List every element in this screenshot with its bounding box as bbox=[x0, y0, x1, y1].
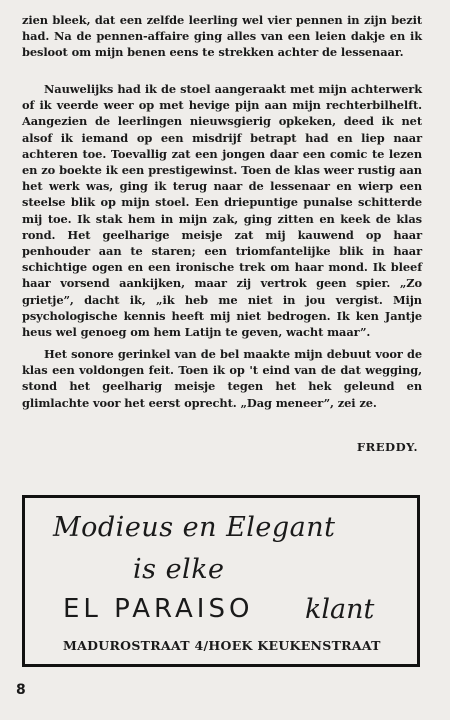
page-number: 8 bbox=[16, 682, 26, 698]
story-paragraph-3 bbox=[22, 346, 422, 411]
paragraph-text: zien bleek, dat een zelfde leerling wel vier pennen in zijn bezit had. Na de pennen-affaire ging alles van een leien dakje en ik besloot om mijn benen eens te strekken achter de lessenaar. bbox=[22, 13, 422, 60]
story-paragraph-1 bbox=[22, 12, 422, 61]
story-paragraph-2 bbox=[22, 81, 422, 340]
paragraph-text: Nauwelijks had ik de stoel aangeraakt met mijn achterwerk of ik veerde weer op met hevige pijn aan mijn rechterbilhelft. Aangezien de leerlingen nieuwsgierig opkeken, deed ik net alsof ik iemand op een misdrijf betrapt had en liep naar achteren toe. Toevallig zat een jongen daar een comic te lezen en zo boekte ik een prestigewinst. Toen de klas weer rustig aan het werk was, ging ik terug naar de lessenaar en wierp een steelse blik op mijn stoel. Een driepuntige punalse schitterde mij toe. Ik stak hem in mijn zak, ging zitten en keek de klas rond. Het geelharige meisje zat mij kauwend op haar penhouder aan te staren; een triomfantelijke blik in haar schichtige ogen en een ironische trek om haar mond. Ik bleef haar vorsend aankijken, maar zij vertrok geen spier. „Zo grietje”, dacht ik, „ik heb me niet in jou vergist. Mijn psychologische kennis heeft mij niet bedrogen. Ik ken Jantje heus wel genoeg om hem Latijn te geven, wacht maar”. bbox=[22, 82, 422, 340]
advertisement-box bbox=[22, 495, 420, 667]
ad-store-name: EL PARAISO bbox=[63, 594, 254, 624]
paragraph-text: Het sonore gerinkel van de bel maakte mijn debuut voor de klas een voldongen feit. Toen ik op 't eind van de dat wegging, stond het geelharig meisje tegen het hek geleund en glimlachte voor het eerst oprecht. „Dag meneer”, zei ze. bbox=[22, 347, 422, 410]
ad-address: MADUROSTRAAT 4/HOEK KEUKENSTRAAT bbox=[63, 638, 381, 653]
ad-slogan-line-3: klant bbox=[305, 594, 375, 625]
ad-slogan-line-1: Modieus en Elegant bbox=[53, 512, 336, 543]
author-signature: FREDDY. bbox=[356, 440, 418, 454]
ad-slogan-line-2: is elke bbox=[133, 554, 225, 585]
